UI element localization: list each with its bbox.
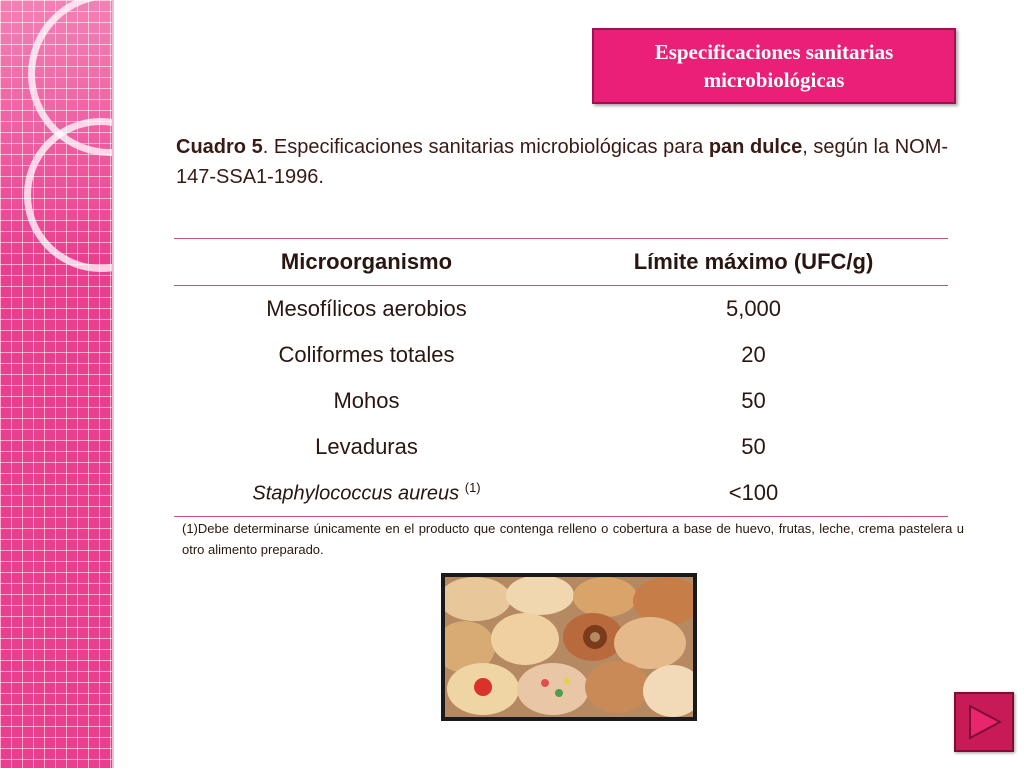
limit-cell: 5,000 [725,296,782,321]
pan-dulce-image [445,577,693,717]
pan-dulce-photo [441,573,697,721]
organism-cell: Mesofílicos aerobios [266,296,467,321]
table-caption [176,132,948,192]
slide-title [592,28,956,104]
limit-cell: 50 [741,434,766,459]
limit-cell: 20 [741,342,766,367]
organism-cell: Levaduras [315,434,418,459]
table-row [174,470,948,517]
organism-cell [174,470,559,517]
next-slide-button[interactable] [954,692,1014,752]
header-microorganismo: Microorganismo [174,239,559,286]
caption-label: Cuadro 5 [176,136,263,158]
table-header-row [174,239,948,286]
organism-cell: Mohos [333,388,400,413]
table-row [174,286,948,333]
slide-title-line1: Especificaciones sanitarias [654,40,894,64]
caption-text-end: , según la NOM-147-SSA1-1996. [176,136,949,188]
caption-text: . Especificaciones sanitarias microbiológicas para [262,136,709,158]
caption-bold-term: pan dulce [708,136,803,158]
specifications-table [174,238,948,517]
table-footnote: (1)Debe determinarse únicamente en el producto que contenga relleno o cobertura a base de huevo, frutas, leche, crema pastelera u otro alimento preparado. [182,521,964,557]
decorative-side-band [0,0,112,768]
limit-cell: <100 [559,470,948,517]
side-divider [112,0,114,768]
table-row [174,332,948,378]
table-row [174,424,948,470]
footnote-marker: (1) [464,480,481,496]
play-triangle-icon [964,702,1004,742]
slide-title-line2: microbiológicas [703,68,845,92]
limit-cell: 50 [741,388,766,413]
organism-cell: Coliformes totales [278,342,455,367]
header-limite-maximo: Límite máximo (UFC/g) [559,239,948,286]
organism-name: Staphylococcus aureus [252,482,460,505]
table-row [174,378,948,424]
